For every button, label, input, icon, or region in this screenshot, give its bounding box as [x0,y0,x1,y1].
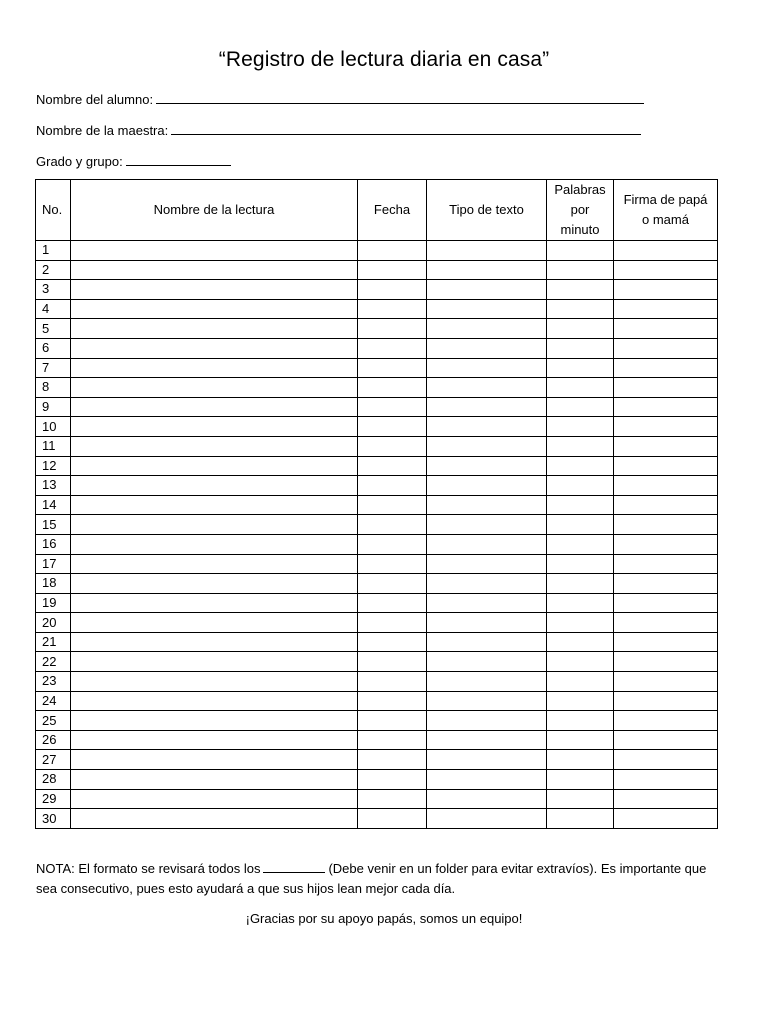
table-row [36,574,718,594]
words-per-minute-cell[interactable] [547,593,614,613]
reading-name-cell[interactable] [71,691,358,711]
text-type-cell[interactable] [427,613,547,633]
student-name-label: Nombre del alumno: [36,92,154,107]
signature-cell[interactable] [614,632,718,652]
table-body [36,241,718,829]
reading-name-cell[interactable] [71,750,358,770]
text-type-cell[interactable] [427,515,547,535]
signature-cell[interactable] [614,789,718,809]
row-number: 2 [36,260,71,280]
words-per-minute-cell[interactable] [547,358,614,378]
row-number: 20 [36,613,71,633]
signature-cell[interactable] [614,495,718,515]
text-type-cell[interactable] [427,358,547,378]
row-number: 24 [36,691,71,711]
words-per-minute-cell[interactable] [547,672,614,692]
date-cell[interactable] [358,613,427,633]
date-cell[interactable] [358,730,427,750]
signature-cell[interactable] [614,299,718,319]
words-per-minute-cell[interactable] [547,613,614,633]
signature-cell[interactable] [614,436,718,456]
table-row [36,515,718,535]
words-per-minute-cell[interactable] [547,338,614,358]
reading-name-cell[interactable] [71,397,358,417]
reading-name-cell[interactable] [71,809,358,829]
row-number: 4 [36,299,71,319]
row-number: 1 [36,241,71,261]
table-row [36,397,718,417]
date-cell[interactable] [358,750,427,770]
row-number: 29 [36,789,71,809]
row-number: 18 [36,574,71,594]
text-type-cell[interactable] [427,730,547,750]
reading-name-cell[interactable] [71,417,358,437]
date-cell[interactable] [358,652,427,672]
text-type-cell[interactable] [427,495,547,515]
signature-cell[interactable] [614,711,718,731]
signature-cell[interactable] [614,260,718,280]
date-cell[interactable] [358,241,427,261]
header-wpm-line-1: Palabras [554,182,606,197]
grade-group-field [36,152,231,169]
page-title: “Registro de lectura diaria en casa” [218,48,550,71]
signature-cell[interactable] [614,750,718,770]
row-number: 15 [36,515,71,535]
table-row [36,750,718,770]
table-row [36,632,718,652]
header-parent-signature [614,180,718,241]
date-cell[interactable] [358,378,427,398]
table-header-row [36,180,718,241]
text-type-cell[interactable] [427,809,547,829]
text-type-cell[interactable] [427,593,547,613]
teacher-name-label: Nombre de la maestra: [36,123,169,138]
table-row [36,593,718,613]
date-cell[interactable] [358,436,427,456]
table-row [36,730,718,750]
words-per-minute-cell[interactable] [547,730,614,750]
signature-cell[interactable] [614,241,718,261]
reading-name-cell[interactable] [71,711,358,731]
header-wpm-line-2: por [570,202,590,217]
date-cell[interactable] [358,417,427,437]
date-cell[interactable] [358,358,427,378]
reading-name-cell[interactable] [71,593,358,613]
words-per-minute-cell[interactable] [547,691,614,711]
reading-name-cell[interactable] [71,280,358,300]
words-per-minute-cell[interactable] [547,770,614,790]
reading-name-cell[interactable] [71,476,358,496]
grade-group-label: Grado y grupo: [36,154,123,169]
table-row [36,672,718,692]
reading-name-cell[interactable] [71,789,358,809]
text-type-cell[interactable] [427,476,547,496]
row-number: 28 [36,770,71,790]
thanks-message: ¡Gracias por su apoyo papás, somos un equipo! [245,911,523,926]
row-number: 6 [36,338,71,358]
reading-name-cell[interactable] [71,456,358,476]
header-date: Fecha [358,180,427,241]
row-number: 12 [36,456,71,476]
header-signature-line-1: Firma de papá [623,192,708,207]
row-number: 16 [36,534,71,554]
text-type-cell[interactable] [427,652,547,672]
row-number: 5 [36,319,71,339]
signature-cell[interactable] [614,770,718,790]
signature-cell[interactable] [614,534,718,554]
words-per-minute-cell[interactable] [547,554,614,574]
date-cell[interactable] [358,515,427,535]
date-cell[interactable] [358,280,427,300]
table-row [36,711,718,731]
table-row [36,417,718,437]
table-row [36,299,718,319]
date-cell[interactable] [358,593,427,613]
reading-name-cell[interactable] [71,338,358,358]
words-per-minute-cell[interactable] [547,750,614,770]
date-cell[interactable] [358,789,427,809]
teacher-name-field [36,121,641,138]
date-cell[interactable] [358,809,427,829]
words-per-minute-cell[interactable] [547,711,614,731]
text-type-cell[interactable] [427,554,547,574]
signature-cell[interactable] [614,672,718,692]
note-blank-line[interactable] [263,860,325,873]
date-cell[interactable] [358,770,427,790]
signature-cell[interactable] [614,515,718,535]
row-number: 10 [36,417,71,437]
date-cell[interactable] [358,319,427,339]
words-per-minute-cell[interactable] [547,574,614,594]
words-per-minute-cell[interactable] [547,319,614,339]
note-suffix: (Debe venir en un folder para evitar extravíos). Es importante que sea consecutivo, pues esto ayudará a que sus hijos lean mejor cada día. [36,861,707,896]
header-reading-name: Nombre de la lectura [71,180,358,241]
text-type-cell[interactable] [427,691,547,711]
table-row [36,809,718,829]
signature-cell[interactable] [614,280,718,300]
row-number: 22 [36,652,71,672]
text-type-cell[interactable] [427,241,547,261]
table-row [36,691,718,711]
signature-cell[interactable] [614,730,718,750]
reading-name-cell[interactable] [71,436,358,456]
signature-cell[interactable] [614,652,718,672]
table-row [36,770,718,790]
text-type-cell[interactable] [427,319,547,339]
row-number: 26 [36,730,71,750]
table-row [36,260,718,280]
row-number: 13 [36,476,71,496]
reading-name-cell[interactable] [71,378,358,398]
words-per-minute-cell[interactable] [547,280,614,300]
table-row [36,378,718,398]
text-type-cell[interactable] [427,260,547,280]
table-row [36,436,718,456]
student-name-field [36,90,644,107]
table-row [36,280,718,300]
text-type-cell[interactable] [427,770,547,790]
date-cell[interactable] [358,632,427,652]
row-number: 17 [36,554,71,574]
row-number: 25 [36,711,71,731]
reading-name-cell[interactable] [71,652,358,672]
signature-cell[interactable] [614,593,718,613]
words-per-minute-cell[interactable] [547,495,614,515]
note-prefix: NOTA: El formato se revisará todos los [36,861,261,876]
row-number: 23 [36,672,71,692]
row-number: 14 [36,495,71,515]
date-cell[interactable] [358,476,427,496]
words-per-minute-cell[interactable] [547,436,614,456]
header-no: No. [36,180,71,241]
reading-name-cell[interactable] [71,260,358,280]
row-number: 8 [36,378,71,398]
text-type-cell[interactable] [427,456,547,476]
row-number: 19 [36,593,71,613]
header-signature-line-2: o mamá [642,212,689,227]
date-cell[interactable] [358,574,427,594]
row-number: 7 [36,358,71,378]
words-per-minute-cell[interactable] [547,476,614,496]
header-text-type: Tipo de texto [427,180,547,241]
table-row [36,613,718,633]
table-row [36,554,718,574]
reading-name-cell[interactable] [71,515,358,535]
signature-cell[interactable] [614,378,718,398]
header-wpm-line-3: minuto [560,222,600,237]
header-words-per-minute [547,180,614,241]
date-cell[interactable] [358,299,427,319]
reading-name-cell[interactable] [71,319,358,339]
text-type-cell[interactable] [427,378,547,398]
signature-cell[interactable] [614,554,718,574]
reading-name-cell[interactable] [71,672,358,692]
date-cell[interactable] [358,672,427,692]
words-per-minute-cell[interactable] [547,299,614,319]
text-type-cell[interactable] [427,397,547,417]
row-number: 30 [36,809,71,829]
table-row [36,338,718,358]
row-number: 21 [36,632,71,652]
words-per-minute-cell[interactable] [547,456,614,476]
signature-cell[interactable] [614,338,718,358]
reading-name-cell[interactable] [71,534,358,554]
reading-name-cell[interactable] [71,632,358,652]
words-per-minute-cell[interactable] [547,515,614,535]
reading-name-cell[interactable] [71,613,358,633]
text-type-cell[interactable] [427,574,547,594]
table-row [36,534,718,554]
words-per-minute-cell[interactable] [547,397,614,417]
reading-name-cell[interactable] [71,554,358,574]
words-per-minute-cell[interactable] [547,632,614,652]
date-cell[interactable] [358,495,427,515]
table-row [36,241,718,261]
text-type-cell[interactable] [427,711,547,731]
text-type-cell[interactable] [427,750,547,770]
reading-name-cell[interactable] [71,299,358,319]
text-type-cell[interactable] [427,672,547,692]
reading-name-cell[interactable] [71,730,358,750]
student-name-blank-line[interactable] [156,90,644,104]
date-cell[interactable] [358,691,427,711]
note-paragraph [36,859,726,899]
text-type-cell[interactable] [427,417,547,437]
table-row [36,358,718,378]
table-row [36,476,718,496]
row-number: 3 [36,280,71,300]
signature-cell[interactable] [614,691,718,711]
text-type-cell[interactable] [427,534,547,554]
signature-cell[interactable] [614,417,718,437]
words-per-minute-cell[interactable] [547,260,614,280]
text-type-cell[interactable] [427,789,547,809]
table-row [36,456,718,476]
reading-name-cell[interactable] [71,770,358,790]
date-cell[interactable] [358,338,427,358]
text-type-cell[interactable] [427,338,547,358]
row-number: 27 [36,750,71,770]
reading-name-cell[interactable] [71,358,358,378]
words-per-minute-cell[interactable] [547,534,614,554]
date-cell[interactable] [358,534,427,554]
table-row [36,495,718,515]
signature-cell[interactable] [614,319,718,339]
row-number: 11 [36,436,71,456]
reading-name-cell[interactable] [71,495,358,515]
date-cell[interactable] [358,397,427,417]
signature-cell[interactable] [614,574,718,594]
date-cell[interactable] [358,260,427,280]
text-type-cell[interactable] [427,436,547,456]
grade-group-blank-line[interactable] [126,152,231,166]
signature-cell[interactable] [614,476,718,496]
teacher-name-blank-line[interactable] [171,121,641,135]
table-row [36,789,718,809]
date-cell[interactable] [358,711,427,731]
words-per-minute-cell[interactable] [547,809,614,829]
date-cell[interactable] [358,456,427,476]
words-per-minute-cell[interactable] [547,241,614,261]
words-per-minute-cell[interactable] [547,378,614,398]
text-type-cell[interactable] [427,632,547,652]
table-row [36,652,718,672]
row-number: 9 [36,397,71,417]
words-per-minute-cell[interactable] [547,652,614,672]
date-cell[interactable] [358,554,427,574]
signature-cell[interactable] [614,456,718,476]
reading-log-table [35,179,718,829]
table-row [36,319,718,339]
words-per-minute-cell[interactable] [547,789,614,809]
reading-name-cell[interactable] [71,574,358,594]
reading-name-cell[interactable] [71,241,358,261]
signature-cell[interactable] [614,358,718,378]
signature-cell[interactable] [614,397,718,417]
words-per-minute-cell[interactable] [547,417,614,437]
signature-cell[interactable] [614,613,718,633]
text-type-cell[interactable] [427,280,547,300]
text-type-cell[interactable] [427,299,547,319]
signature-cell[interactable] [614,809,718,829]
